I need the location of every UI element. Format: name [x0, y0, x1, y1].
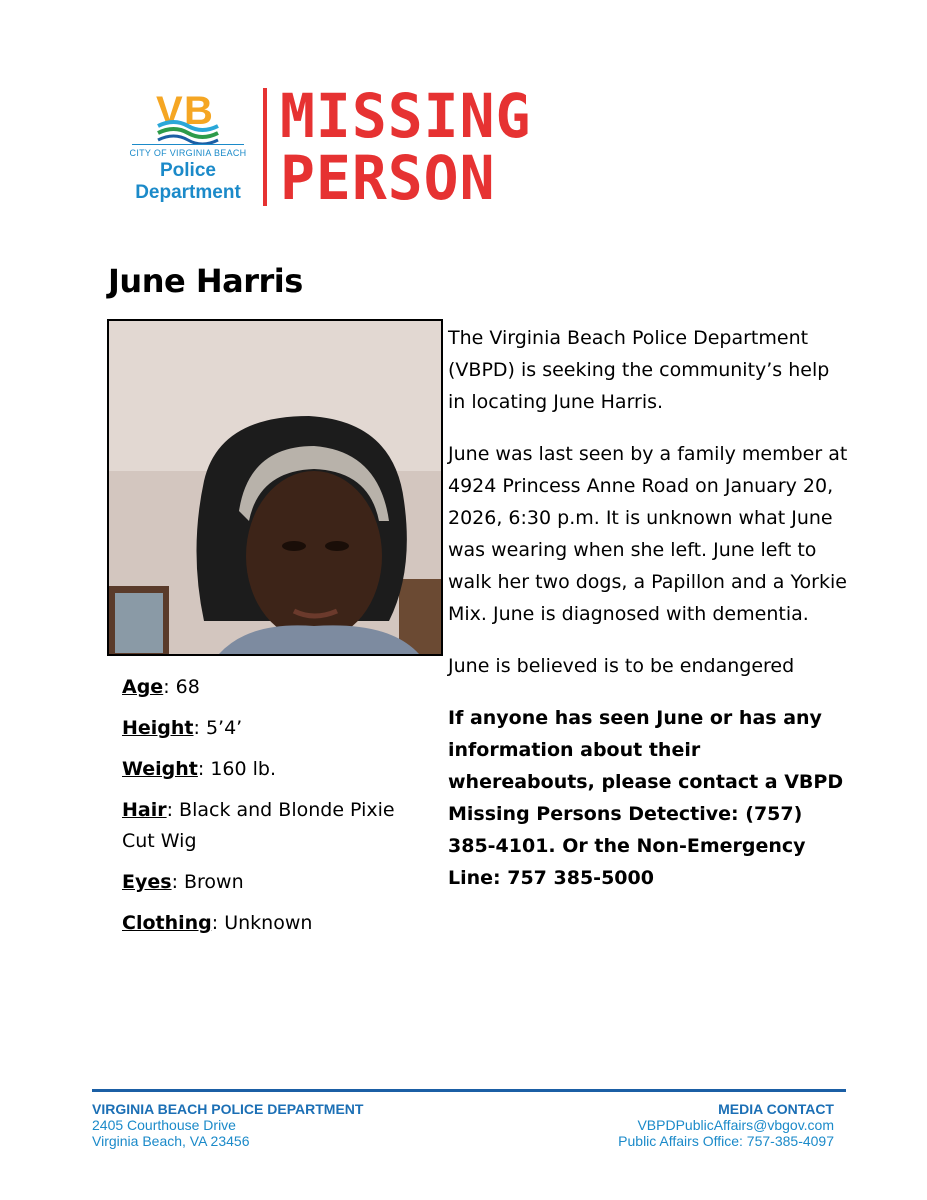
- description-paragraph-last-seen: June was last seen by a family member at 4924 Princess Anne Road on January 20, 2026, 6:30 p.m. It is unknown what June was wearing when she left. June left to walk her two dogs, a Papillon and a Yorkie Mix. June is diagnosed with dementia.: [448, 443, 848, 625]
- detail-age: [122, 672, 422, 703]
- footer-phone: Public Affairs Office: 757-385-4097: [618, 1133, 834, 1149]
- detail-label: Age: [122, 676, 164, 698]
- detail-label: Hair: [122, 799, 167, 821]
- detail-label: Eyes: [122, 871, 172, 893]
- detail-eyes: [122, 867, 422, 898]
- vb-logo-mark-icon: [154, 88, 222, 144]
- footer-street: 2405 Courthouse Drive: [92, 1117, 236, 1133]
- footer-department-title: VIRGINIA BEACH POLICE DEPARTMENT: [92, 1101, 364, 1117]
- description-paragraph-intro: The Virginia Beach Police Department (VBPD) is seeking the community’s help in locating June Harris.: [448, 327, 830, 413]
- detail-weight: [122, 754, 422, 785]
- person-photo: [107, 319, 443, 656]
- detail-value: : Black and Blonde Pixie Cut Wig: [122, 799, 395, 852]
- footer-city: Virginia Beach, VA 23456: [92, 1133, 250, 1149]
- detail-label: Clothing: [122, 912, 212, 934]
- detail-hair: [122, 795, 422, 857]
- detail-height: [122, 713, 422, 744]
- detail-value: : 68: [163, 676, 200, 698]
- logo-city-text: CITY OF VIRGINIA BEACH: [129, 148, 247, 158]
- logo-department-text: Department: [135, 182, 241, 203]
- contact-instructions: If anyone has seen June or has any information about their whereabouts, please contact a VBPD Missing Persons Detective: (757) 385-4101. Or the Non-Emergency Line: 757 385-5000: [448, 707, 844, 889]
- detail-value: : Brown: [171, 871, 244, 893]
- svg-text:V: V: [156, 89, 183, 133]
- footer-divider: [92, 1089, 846, 1092]
- description-paragraph-endangered: June is believed is to be endangered: [448, 655, 795, 677]
- svg-text:B: B: [184, 89, 213, 133]
- department-logo: [118, 88, 258, 208]
- portrait-image: [109, 321, 441, 654]
- footer-media-contact: [618, 1101, 834, 1149]
- detail-label: Weight: [122, 758, 198, 780]
- person-name: June Harris: [108, 262, 303, 300]
- person-details: [122, 672, 422, 949]
- detail-value: : 5’4’: [193, 717, 243, 739]
- headline-missing: MISSING: [280, 80, 532, 152]
- footer-email[interactable]: VBPDPublicAffairs@vbgov.com: [637, 1117, 834, 1133]
- footer-address: [92, 1101, 363, 1149]
- logo-divider: [132, 144, 244, 145]
- detail-value: : Unknown: [211, 912, 313, 934]
- logo-police-text: Police: [160, 160, 216, 181]
- header-divider: [263, 88, 267, 206]
- detail-value: : 160 lb.: [197, 758, 277, 780]
- detail-label: Height: [122, 717, 194, 739]
- footer-media-title: MEDIA CONTACT: [718, 1101, 834, 1117]
- headline-person: PERSON: [280, 142, 496, 214]
- description: [448, 322, 848, 914]
- detail-clothing: [122, 908, 422, 939]
